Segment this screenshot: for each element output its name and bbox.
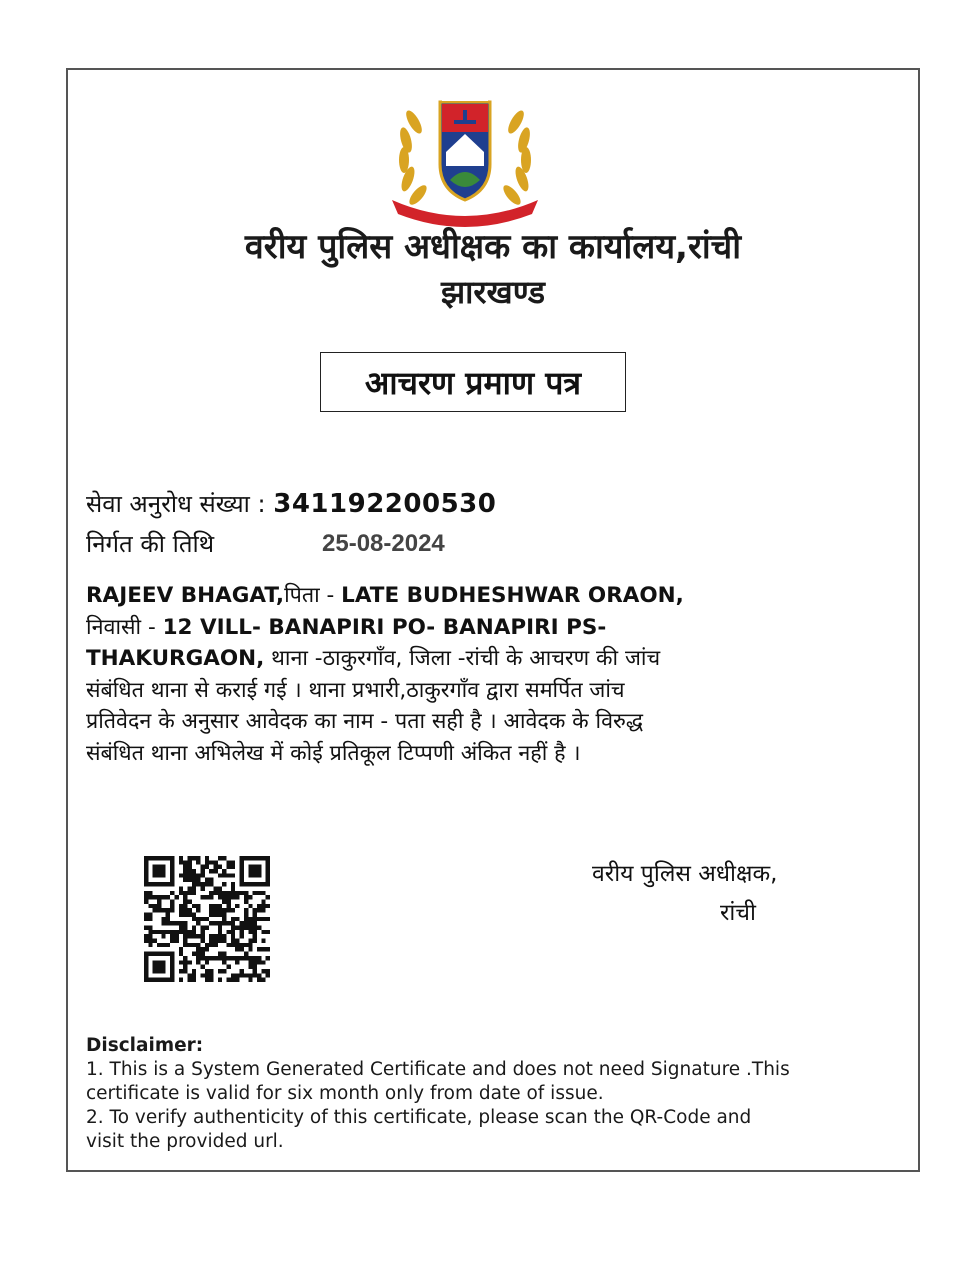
resident-label: निवासी - xyxy=(86,614,163,640)
certificate-title: आचरण प्रमाण पत्र xyxy=(320,352,626,412)
body-line xyxy=(86,580,876,612)
applicant-name: RAJEEV BHAGAT, xyxy=(86,583,285,608)
disclaimer-line: certificate is valid for six month only from date of issue. xyxy=(86,1083,604,1104)
service-request-row xyxy=(86,487,496,520)
jharkhand-police-emblem xyxy=(384,82,546,230)
signatory-title: वरीय पुलिस अधीक्षक, xyxy=(592,861,778,887)
office-title: वरीय पुलिस अधीक्षक का कार्यालय,रांची xyxy=(244,227,742,267)
body-text-3: थाना -ठाकुरगाँव, जिला -रांची के आचरण की जांच xyxy=(264,646,661,671)
disclaimer-line: 2. To verify authenticity of this certificate, please scan the QR-Code and xyxy=(86,1107,752,1128)
body-line: संबंधित थाना अभिलेख में कोई प्रतिकूल टिप्पणी अंकित नहीं है । xyxy=(86,740,581,766)
body-line xyxy=(86,612,876,644)
certificate-body xyxy=(86,580,876,769)
body-line xyxy=(86,643,876,675)
body-line: संबंधित थाना से कराई गई । थाना प्रभारी,ठाकुरगाँव द्वारा समर्पित जांच xyxy=(86,677,625,703)
disclaimer-line: 1. This is a System Generated Certificate and does not need Signature .This xyxy=(86,1059,790,1080)
signatory-location: रांची xyxy=(720,900,756,926)
service-request-label: सेवा अनुरोध संख्या : xyxy=(86,490,266,518)
disclaimer xyxy=(86,1034,886,1154)
father-name: LATE BUDHESHWAR ORAON, xyxy=(341,583,684,608)
disclaimer-line: visit the provided url. xyxy=(86,1131,284,1152)
state-title: झारखण्ड xyxy=(440,273,546,311)
service-request-number: 341192200530 xyxy=(273,489,497,519)
qr-code xyxy=(144,856,270,982)
address: 12 VILL- BANAPIRI PO- BANAPIRI PS- xyxy=(162,614,607,640)
father-label: पिता - xyxy=(284,583,342,608)
address-ps: THAKURGAON, xyxy=(86,646,265,671)
disclaimer-heading: Disclaimer: xyxy=(86,1035,204,1056)
issue-date-label: निर्गत की तिथि xyxy=(86,530,215,558)
body-line: प्रतिवेदन के अनुसार आवेदक का नाम - पता सही है । आवेदक के विरुद्ध xyxy=(86,709,644,734)
issue-date-value: 25-08-2024 xyxy=(322,530,445,557)
